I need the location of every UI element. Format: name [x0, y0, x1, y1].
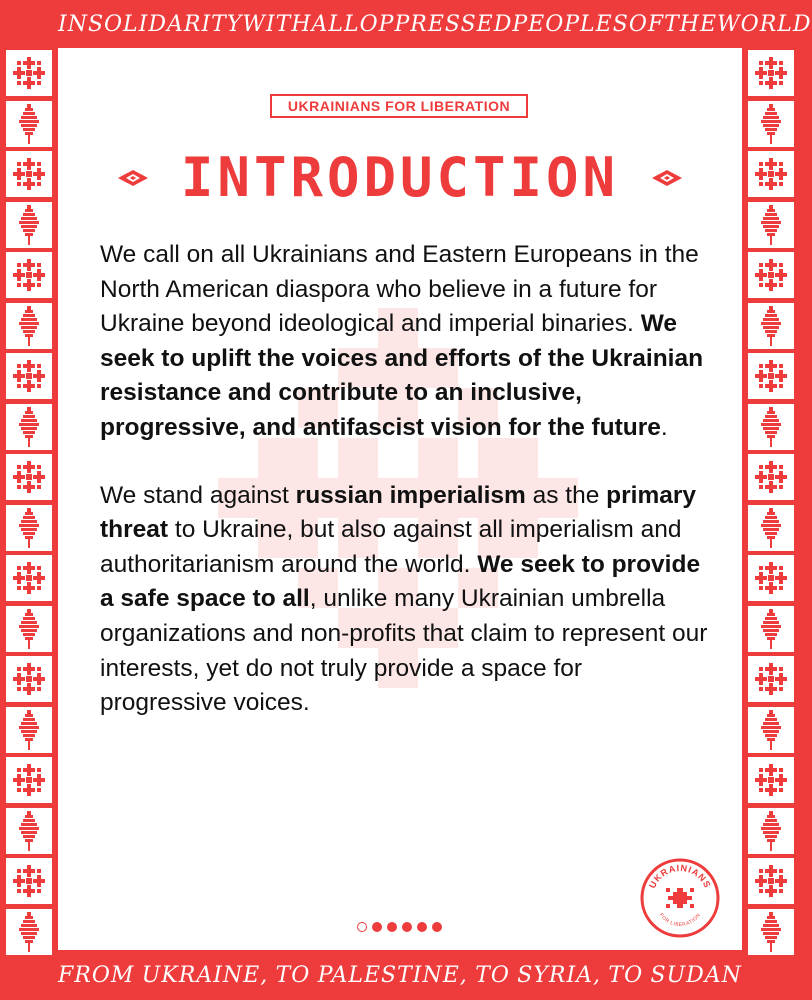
page-dot [387, 922, 397, 932]
text-span: . [660, 413, 668, 441]
embroidery-tree-icon [748, 202, 794, 248]
banner-word: UKRAINE, [141, 962, 269, 988]
banner-word: WORLD [717, 11, 812, 37]
banner-word: ALL [311, 11, 360, 37]
embroidery-star-icon [748, 353, 794, 399]
text-span: We stand against [100, 481, 296, 509]
pagination-dots [357, 922, 442, 932]
text-span: to Ukraine, but also against all imperialism and authoritarianism around the world. [100, 516, 682, 578]
svg-text:UKRAINIANS: UKRAINIANS [647, 862, 713, 890]
banner-word: THE [664, 11, 718, 37]
page-title: INTRODUCTION [180, 146, 620, 209]
corner-ornament [0, 950, 58, 1000]
title-row [58, 146, 742, 209]
bottom-banner-text [58, 950, 742, 1000]
page-dot [417, 922, 427, 932]
embroidery-tree-icon [748, 505, 794, 551]
bold-span: primary threat [100, 481, 697, 544]
left-border-pattern [0, 48, 58, 950]
embroidery-tree-icon [6, 808, 52, 854]
embroidery-tree-icon [748, 707, 794, 753]
page-dot [372, 922, 382, 932]
embroidery-star-icon [6, 252, 52, 298]
banner-word: WITH [242, 11, 312, 37]
embroidery-tree-icon [748, 909, 794, 955]
banner-word: SOLIDARITY [87, 11, 243, 37]
text-span: , unlike many Ukrainian umbrella organizations and non-profits that claim to represent our interests, yet do not truly provide a space for progressive voices. [100, 585, 708, 717]
embroidery-tree-icon [748, 404, 794, 450]
embroidery-tree-icon [6, 606, 52, 652]
embroidery-star-icon [748, 151, 794, 197]
embroidery-tree-icon [6, 707, 52, 753]
right-ornament-icon [652, 168, 682, 188]
embroidery-star-icon [6, 656, 52, 702]
embroidery-tree-icon [6, 909, 52, 955]
embroidery-star-icon [6, 353, 52, 399]
embroidery-star-icon [748, 858, 794, 904]
bold-span: russian imperialism [295, 481, 526, 509]
paragraph-1 [100, 238, 710, 446]
embroidery-tree-icon [6, 303, 52, 349]
bold-span: We seek to provide a safe space to all [100, 550, 701, 613]
embroidery-star-icon [748, 555, 794, 601]
banner-word: OPPRESSED [359, 11, 513, 37]
banner-word: PALESTINE, [317, 962, 468, 988]
banner-word: FROM [58, 962, 135, 988]
text-span: as the [525, 481, 607, 509]
text-span: We call on all Ukrainians and Eastern Europeans in the North American diaspora who believe in a future for Ukraine beyond ideological and imperial binaries. [100, 241, 699, 338]
banner-word: IN [58, 11, 88, 37]
banner-word: SYRIA, [517, 962, 602, 988]
embroidery-star-icon [6, 454, 52, 500]
embroidery-tree-icon [748, 303, 794, 349]
embroidery-star-icon [6, 555, 52, 601]
embroidery-star-icon [6, 757, 52, 803]
embroidery-tree-icon [6, 404, 52, 450]
top-banner-text [58, 0, 812, 48]
embroidery-tree-icon [6, 505, 52, 551]
corner-ornament [742, 950, 800, 1000]
embroidery-tree-icon [748, 808, 794, 854]
body-text [100, 238, 710, 721]
embroidery-tree-icon [748, 101, 794, 147]
embroidery-tree-icon [6, 101, 52, 147]
svg-text:FOR LIBERATION: FOR LIBERATION [657, 912, 703, 929]
bold-span: We seek to uplift the voices and efforts of the Ukrainian resistance and contribute to an inclusive, progressive, and antifascist vision for the future [100, 310, 704, 441]
embroidery-tree-icon [6, 202, 52, 248]
corner-ornament [0, 0, 58, 48]
org-seal-logo [640, 858, 720, 938]
embroidery-star-icon [6, 50, 52, 96]
org-label: UKRAINIANS FOR LIBERATION [270, 94, 528, 118]
page-dot [402, 922, 412, 932]
embroidery-tree-icon [748, 606, 794, 652]
page-dot [357, 922, 367, 932]
banner-word: SUDAN [650, 962, 742, 988]
banner-word: TO [608, 962, 644, 988]
banner-word: PEOPLES [512, 11, 629, 37]
banner-word: OF [628, 11, 665, 37]
banner-word: TO [475, 962, 510, 988]
embroidery-star-icon [748, 50, 794, 96]
banner-word: TO [275, 962, 311, 988]
embroidery-star-icon [748, 454, 794, 500]
page-dot [432, 922, 442, 932]
embroidery-star-icon [748, 656, 794, 702]
paragraph-2 [100, 479, 710, 721]
embroidery-star-icon [6, 858, 52, 904]
embroidery-star-icon [6, 151, 52, 197]
right-border-pattern [742, 48, 800, 950]
embroidery-star-icon [748, 757, 794, 803]
embroidery-star-icon [748, 252, 794, 298]
